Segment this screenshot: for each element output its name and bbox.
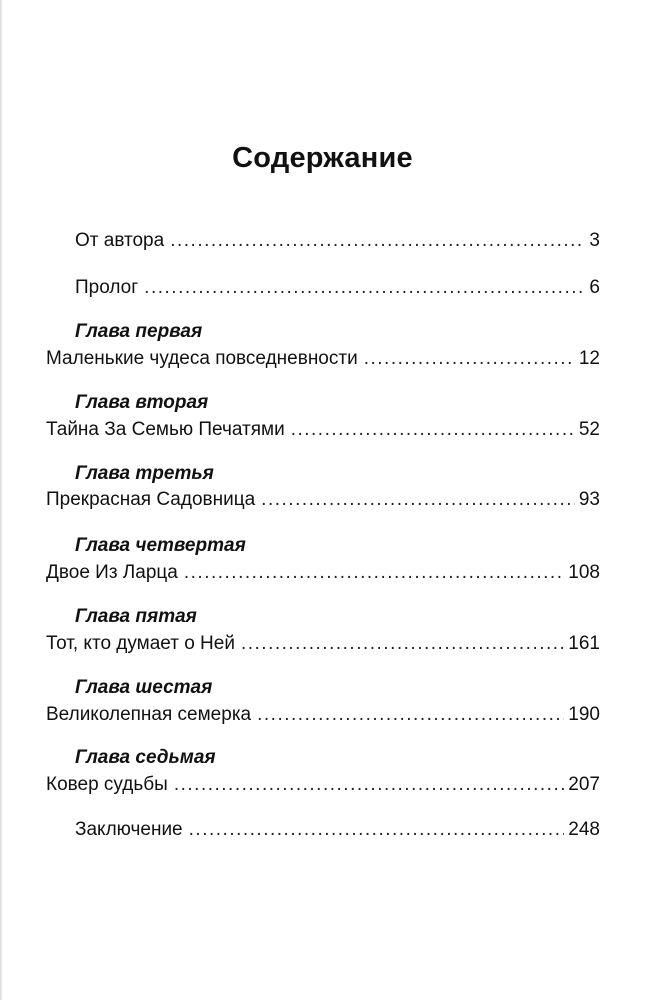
toc-entry-label: Заключение <box>75 819 183 840</box>
toc-entry-label: Маленькие чудеса повседневности <box>46 348 358 369</box>
chapter-heading: Глава первая <box>75 321 203 342</box>
toc-entry-chapter-6 <box>46 703 600 727</box>
toc-entry-page: 6 <box>589 277 600 298</box>
toc-entry-page: 93 <box>578 489 600 510</box>
toc-entry-label: От автора <box>75 230 165 251</box>
toc-entry-conclusion <box>75 818 600 842</box>
toc-entry-chapter-4 <box>46 561 600 585</box>
toc-entry-author-note <box>75 229 600 253</box>
chapter-heading: Глава вторая <box>75 392 209 413</box>
toc-entry-label: Великолепная семерка <box>46 704 252 725</box>
toc-entry-page: 190 <box>568 704 600 725</box>
dot-leader <box>174 773 564 797</box>
toc-entry-label: Прекрасная Садовница <box>46 489 256 510</box>
toc-entry-page: 52 <box>578 419 600 440</box>
dot-leader <box>257 703 564 727</box>
toc-entry-chapter-3 <box>46 488 600 512</box>
toc-entry-label: Двое Из Ларца <box>46 562 178 583</box>
dot-leader <box>144 276 585 300</box>
chapter-heading: Глава третья <box>75 463 214 484</box>
toc-entry-chapter-1 <box>46 347 600 371</box>
toc-entry-chapter-5 <box>46 632 600 656</box>
toc-entry-label: Тот, кто думает о Ней <box>46 633 235 654</box>
toc-entry-chapter-2 <box>46 418 600 442</box>
chapter-heading: Глава шестая <box>75 677 213 698</box>
toc-entry-page: 108 <box>568 562 600 583</box>
toc-entry-page: 207 <box>568 774 600 795</box>
dot-leader <box>184 561 564 585</box>
toc-entry-label: Пролог <box>75 277 139 298</box>
toc-entry-page: 161 <box>568 633 600 654</box>
toc-entry-chapter-7 <box>46 773 600 797</box>
chapter-heading: Глава пятая <box>75 606 197 627</box>
chapter-heading: Глава седьмая <box>75 747 216 768</box>
toc-entry-page: 12 <box>578 348 600 369</box>
page-title: Содержание <box>232 142 413 174</box>
chapter-heading: Глава четвертая <box>75 535 246 556</box>
dot-leader <box>261 488 575 512</box>
toc-entry-prologue <box>75 276 600 300</box>
dot-leader <box>364 347 575 371</box>
dot-leader <box>170 229 585 253</box>
toc-entry-page: 3 <box>589 230 600 251</box>
dot-leader <box>189 818 565 842</box>
toc-entry-label: Ковер судьбы <box>46 774 168 795</box>
toc-entry-page: 248 <box>568 819 600 840</box>
dot-leader <box>291 418 575 442</box>
toc-entry-label: Тайна За Семью Печатями <box>46 419 285 440</box>
dot-leader <box>241 632 564 656</box>
